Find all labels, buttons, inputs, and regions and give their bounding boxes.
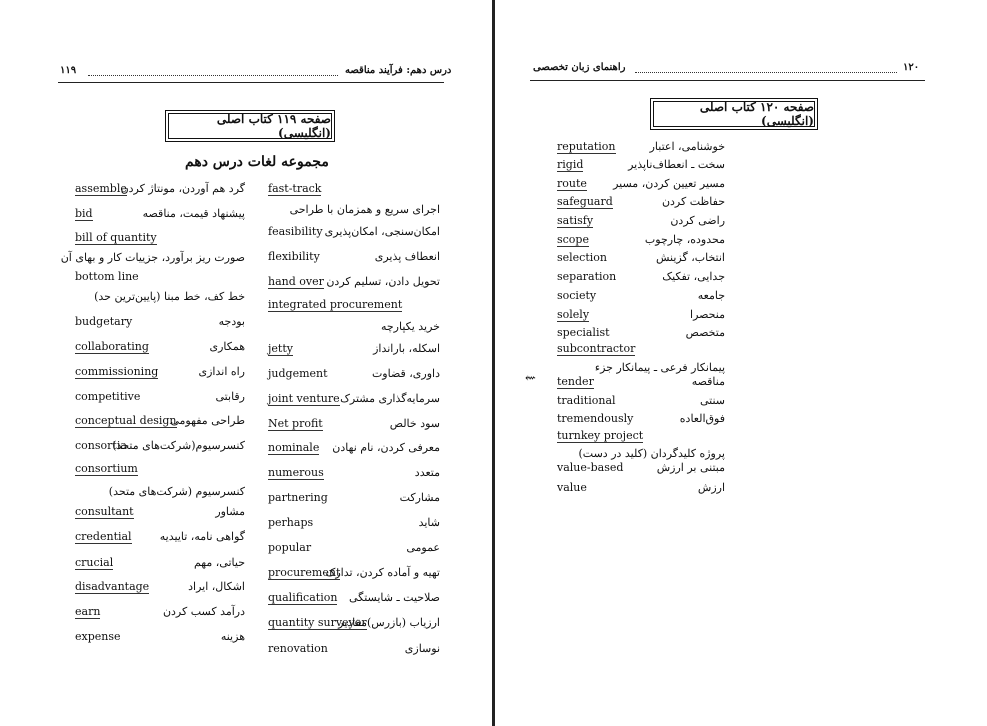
vocab-term: expense: [75, 630, 121, 643]
title-box: [168, 113, 332, 139]
vocab-meaning: شاید: [418, 516, 440, 529]
vocab-term: renovation: [268, 642, 328, 655]
vocab-meaning: مسیر تعیین کردن، مسیر: [613, 177, 725, 190]
page-number: ۱۱۹: [60, 65, 77, 76]
vocab-meaning: صلاحیت ـ شایستگی: [348, 591, 440, 604]
vocab-meaning: امکان‌سنجی، امکان‌پذیری: [324, 225, 440, 238]
vocab-meaning: مشاور: [215, 505, 245, 518]
vocab-meaning: عمومی: [406, 541, 440, 554]
vocab-term: assemble: [75, 182, 127, 195]
vocab-meaning: انعطاف پذیری: [374, 250, 440, 263]
vocab-term: bid: [75, 207, 93, 220]
arrow-mark-icon: ⇜: [525, 371, 536, 386]
vocab-term: hand over: [268, 275, 324, 288]
vocab-term: safeguard: [557, 195, 613, 208]
vocab-meaning: صورت ریز برآورد، جزییات کار و بهای آن: [60, 251, 245, 264]
vocab-meaning: ارزش: [697, 481, 725, 494]
vocab-term: bottom line: [75, 270, 139, 283]
vocab-term: rigid: [557, 158, 584, 171]
header-dots: [635, 72, 897, 73]
vocab-term: turnkey project: [557, 429, 644, 442]
vocab-meaning: پیمانکار فرعی ـ پیمانکار جزء: [594, 361, 725, 374]
vocab-term: credential: [75, 530, 132, 543]
vocab-term: qualification: [268, 591, 338, 604]
vocab-term: collaborating: [75, 340, 149, 353]
header-rule: [530, 80, 925, 81]
header-rule: [58, 82, 444, 83]
vocab-meaning: پیشنهاد قیمت، مناقصه: [142, 207, 245, 220]
vocab-term: jetty: [268, 342, 293, 355]
vocab-meaning: اشکال، ایراد: [188, 580, 245, 593]
header-title: درس دهم: فرآیند مناقصه: [345, 65, 452, 76]
vocab-meaning: جدایی، تفکیک: [662, 270, 725, 283]
vocab-meaning: داوری، قضاوت: [371, 367, 440, 380]
vocab-meaning: ارزیاب (بازرس)مقادیر: [338, 616, 440, 629]
vocab-term: conceptual design: [75, 414, 177, 427]
vocab-term: perhaps: [268, 516, 314, 529]
vocab-meaning: محدوده، چارچوب: [644, 233, 725, 246]
vocab-meaning: بودجه: [218, 315, 245, 328]
vocab-meaning: اجرای سریع و همزمان با طراحی: [289, 203, 440, 216]
vocab-term: Net profit: [268, 417, 323, 430]
vocab-term: numerous: [268, 466, 324, 479]
section-heading: مجموعه لغات درس دهم: [185, 154, 329, 170]
vocab-term: judgement: [268, 367, 328, 380]
vocab-term: value-based: [557, 461, 624, 474]
vocab-meaning: درآمد کسب کردن: [162, 605, 245, 618]
vocab-term: procurement: [268, 566, 341, 579]
vocab-meaning: پروژه کلیدگردان (کلید در دست): [578, 447, 725, 460]
vocab-term: tremendously: [557, 412, 634, 425]
vocab-meaning: جامعه: [697, 289, 725, 302]
right-page: [495, 0, 987, 726]
vocab-meaning: انتخاب، گزینش: [655, 251, 725, 264]
vocab-term: partnering: [268, 491, 328, 504]
page-number: ۱۲۰: [903, 62, 920, 73]
vocab-term: value: [557, 481, 587, 494]
box-title: صفحه ۱۲۰ کتاب اصلی (انگلیسی): [699, 100, 814, 128]
vocab-term: scope: [557, 233, 589, 246]
vocab-term: crucial: [75, 556, 114, 569]
vocab-meaning: راه اندازی: [198, 365, 245, 378]
vocab-meaning: تحویل دادن، تسلیم کردن: [326, 275, 440, 288]
vocab-meaning: سرمایه‌گذاری مشترک: [340, 392, 440, 405]
vocab-term: traditional: [557, 394, 616, 407]
vocab-term: flexibility: [268, 250, 320, 263]
vocab-meaning: کنسرسیوم(شرکت‌های متحد): [112, 439, 245, 452]
vocab-term: selection: [557, 251, 607, 264]
vocab-term: consortium: [75, 462, 138, 475]
vocab-term: joint venture: [268, 392, 340, 405]
vocab-term: society: [557, 289, 597, 302]
vocab-meaning: منحصرا: [690, 308, 725, 321]
vocab-term: solely: [557, 308, 590, 321]
vocab-meaning: مبتنی بر ارزش: [656, 461, 725, 474]
vocab-term: tender: [557, 375, 594, 388]
vocab-term: consultant: [75, 505, 134, 518]
vocab-meaning: سنتی: [699, 394, 725, 407]
vocab-meaning: نوسازی: [404, 642, 440, 655]
vocab-meaning: معرفی کردن، نام نهادن: [332, 441, 440, 454]
title-box: [653, 101, 815, 127]
vocab-meaning: راضی کردن: [670, 214, 725, 227]
vocab-meaning: متخصص: [685, 326, 725, 339]
vocab-meaning: خرید یکپارچه: [380, 320, 440, 333]
vocab-term: subcontractor: [557, 342, 636, 355]
vocab-meaning: حیاتی، مهم: [193, 556, 245, 569]
vocab-term: separation: [557, 270, 617, 283]
vocab-term: disadvantage: [75, 580, 150, 593]
vocab-meaning: اسکله، بارانداز: [373, 342, 440, 355]
vocab-term: satisfy: [557, 214, 594, 227]
vocab-meaning: خط کف، خط مبنا (پایین‌ترین حد): [94, 290, 245, 303]
vocab-meaning: رقابتی: [215, 390, 245, 403]
vocab-term: reputation: [557, 140, 616, 153]
vocab-term: integrated procurement: [268, 298, 403, 311]
vocab-meaning: خوشنامی، اعتبار: [649, 140, 725, 153]
left-page: [0, 0, 493, 726]
vocab-term: competitive: [75, 390, 141, 403]
vocab-meaning: گرد هم آوردن، مونتاژ کردن: [120, 182, 245, 195]
vocab-term: budgetary: [75, 315, 133, 328]
vocab-term: earn: [75, 605, 101, 618]
vocab-meaning: متعدد: [414, 466, 440, 479]
header-title: راهنمای زبان تخصصی: [533, 62, 626, 73]
vocab-meaning: فوق‌العاده: [679, 412, 725, 425]
vocab-term: bill of quantity: [75, 231, 157, 244]
box-title: صفحه ۱۱۹ کتاب اصلی (انگلیسی): [216, 112, 331, 140]
vocab-term: fast-track: [268, 182, 322, 195]
vocab-meaning: طراحی مفهومی: [170, 414, 245, 427]
vocab-meaning: کنسرسیوم (شرکت‌های متحد): [108, 485, 245, 498]
header-dots: [88, 75, 338, 76]
vocab-term: route: [557, 177, 587, 190]
vocab-meaning: گواهی نامه، تاییدیه: [159, 530, 245, 543]
vocab-term: nominale: [268, 441, 320, 454]
vocab-term: feasibility: [268, 225, 323, 238]
vocab-term: consortia: [75, 439, 127, 452]
vocab-meaning: سود خالص: [389, 417, 440, 430]
vocab-term: commissioning: [75, 365, 159, 378]
vocab-meaning: سخت ـ انعطاف‌ناپذیر: [628, 158, 725, 171]
vocab-meaning: تهیه و آماده کردن، تدارک: [325, 566, 440, 579]
vocab-meaning: همکاری: [209, 340, 245, 353]
vocab-meaning: هزینه: [220, 630, 245, 643]
vocab-meaning: مناقصه: [691, 375, 725, 388]
vocab-meaning: حفاظت کردن: [661, 195, 725, 208]
vocab-meaning: مشارکت: [399, 491, 440, 504]
vocab-term: popular: [268, 541, 312, 554]
vocab-term: quantity surveyor: [268, 616, 367, 629]
vocab-term: specialist: [557, 326, 610, 339]
